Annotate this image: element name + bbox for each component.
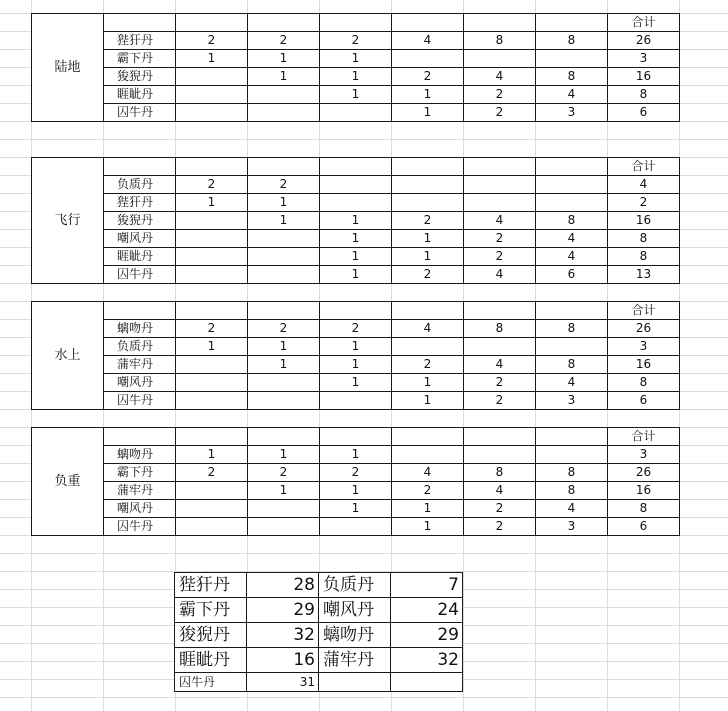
summary-row <box>175 673 463 692</box>
total-cell[interactable]: 16 <box>608 68 680 86</box>
summary-left-value[interactable]: 29 <box>247 598 319 623</box>
value-cell[interactable]: 2 <box>392 482 464 500</box>
header-blank-cell[interactable] <box>392 158 464 176</box>
total-cell[interactable]: 8 <box>608 86 680 104</box>
summary-row <box>175 623 463 648</box>
table-row <box>32 392 680 410</box>
value-cell[interactable]: 2 <box>176 464 248 482</box>
value-cell[interactable]: 8 <box>536 482 608 500</box>
item-name[interactable]: 霸下丹 <box>104 464 176 482</box>
value-cell[interactable]: 2 <box>464 374 536 392</box>
value-cell[interactable] <box>536 446 608 464</box>
item-name[interactable]: 囚牛丹 <box>104 266 176 284</box>
value-cell[interactable]: 8 <box>536 32 608 50</box>
value-cell[interactable]: 1 <box>392 248 464 266</box>
value-cell[interactable]: 4 <box>464 212 536 230</box>
value-cell[interactable]: 2 <box>248 176 320 194</box>
total-header[interactable]: 合计 <box>608 14 680 32</box>
value-cell[interactable]: 8 <box>536 464 608 482</box>
summary-left-value[interactable]: 16 <box>247 648 319 673</box>
summary-right-value[interactable]: 24 <box>391 598 463 623</box>
item-name[interactable]: 螭吻丹 <box>104 446 176 464</box>
value-cell[interactable] <box>176 482 248 500</box>
value-cell[interactable] <box>320 194 392 212</box>
summary-row <box>175 573 463 598</box>
value-cell[interactable]: 8 <box>536 320 608 338</box>
header-blank-cell[interactable] <box>392 14 464 32</box>
total-cell[interactable]: 26 <box>608 320 680 338</box>
value-cell[interactable]: 8 <box>536 212 608 230</box>
table-row <box>32 194 680 212</box>
value-cell[interactable]: 1 <box>176 50 248 68</box>
summary-left-value[interactable]: 28 <box>247 573 319 598</box>
value-cell[interactable]: 1 <box>176 446 248 464</box>
value-cell[interactable]: 1 <box>392 392 464 410</box>
summary-left-name[interactable]: 狴犴丹 <box>175 573 247 598</box>
value-cell[interactable]: 2 <box>320 464 392 482</box>
value-cell[interactable]: 2 <box>176 32 248 50</box>
value-cell[interactable]: 2 <box>176 320 248 338</box>
table-row <box>32 266 680 284</box>
value-cell[interactable]: 1 <box>320 86 392 104</box>
value-cell[interactable]: 8 <box>464 320 536 338</box>
value-cell[interactable]: 1 <box>320 446 392 464</box>
value-cell[interactable]: 1 <box>320 230 392 248</box>
value-cell[interactable]: 1 <box>176 194 248 212</box>
summary-left-name[interactable]: 霸下丹 <box>175 598 247 623</box>
header-blank-cell[interactable] <box>464 302 536 320</box>
item-name[interactable]: 狴犴丹 <box>104 32 176 50</box>
header-blank-cell[interactable] <box>320 428 392 446</box>
item-name[interactable]: 囚牛丹 <box>104 104 176 122</box>
value-cell[interactable]: 4 <box>536 248 608 266</box>
total-cell[interactable]: 16 <box>608 356 680 374</box>
category-label[interactable]: 陆地 <box>32 14 104 122</box>
value-cell[interactable] <box>176 266 248 284</box>
value-cell[interactable]: 2 <box>248 32 320 50</box>
category-label[interactable]: 飞行 <box>32 158 104 284</box>
item-name[interactable]: 囚牛丹 <box>104 518 176 536</box>
value-cell[interactable] <box>248 266 320 284</box>
total-cell[interactable]: 6 <box>608 392 680 410</box>
header-blank-cell[interactable] <box>536 14 608 32</box>
section-table-2 <box>31 157 680 284</box>
value-cell[interactable]: 1 <box>320 68 392 86</box>
header-blank-cell[interactable] <box>392 428 464 446</box>
value-cell[interactable] <box>464 194 536 212</box>
item-name[interactable]: 嘲风丹 <box>104 230 176 248</box>
total-cell[interactable]: 8 <box>608 374 680 392</box>
table-row <box>32 320 680 338</box>
header-blank-cell[interactable] <box>248 302 320 320</box>
value-cell[interactable] <box>248 518 320 536</box>
header-blank-cell[interactable] <box>176 158 248 176</box>
value-cell[interactable]: 1 <box>320 500 392 518</box>
section-table-4 <box>31 427 680 536</box>
section-table-1 <box>31 13 680 122</box>
value-cell[interactable] <box>248 392 320 410</box>
value-cell[interactable]: 2 <box>464 86 536 104</box>
table-row <box>32 482 680 500</box>
value-cell[interactable]: 1 <box>392 518 464 536</box>
value-cell[interactable]: 1 <box>248 50 320 68</box>
header-blank-cell[interactable] <box>176 14 248 32</box>
value-cell[interactable]: 1 <box>248 482 320 500</box>
header-blank-cell[interactable] <box>536 302 608 320</box>
value-cell[interactable] <box>392 176 464 194</box>
value-cell[interactable] <box>248 230 320 248</box>
value-cell[interactable]: 2 <box>464 500 536 518</box>
total-cell[interactable]: 3 <box>608 338 680 356</box>
value-cell[interactable]: 4 <box>464 68 536 86</box>
value-cell[interactable]: 4 <box>392 320 464 338</box>
value-cell[interactable] <box>248 248 320 266</box>
table-row <box>32 176 680 194</box>
value-cell[interactable] <box>320 176 392 194</box>
value-cell[interactable]: 4 <box>464 266 536 284</box>
value-cell[interactable]: 2 <box>464 518 536 536</box>
item-name[interactable]: 霸下丹 <box>104 50 176 68</box>
value-cell[interactable] <box>248 104 320 122</box>
item-name[interactable]: 负质丹 <box>104 338 176 356</box>
header-blank-cell[interactable] <box>104 428 176 446</box>
value-cell[interactable]: 4 <box>536 230 608 248</box>
value-cell[interactable]: 1 <box>320 50 392 68</box>
value-cell[interactable]: 1 <box>392 104 464 122</box>
value-cell[interactable] <box>176 86 248 104</box>
summary-left-name[interactable]: 囚牛丹 <box>175 673 247 692</box>
item-name[interactable]: 囚牛丹 <box>104 392 176 410</box>
value-cell[interactable]: 4 <box>464 356 536 374</box>
value-cell[interactable] <box>536 176 608 194</box>
total-cell[interactable]: 13 <box>608 266 680 284</box>
value-cell[interactable] <box>464 338 536 356</box>
value-cell[interactable]: 1 <box>320 356 392 374</box>
table-row <box>32 230 680 248</box>
value-cell[interactable]: 1 <box>392 86 464 104</box>
value-cell[interactable] <box>176 212 248 230</box>
value-cell[interactable] <box>176 230 248 248</box>
header-blank-cell[interactable] <box>104 14 176 32</box>
summary-left-value[interactable]: 32 <box>247 623 319 648</box>
table-row <box>32 50 680 68</box>
total-header[interactable]: 合计 <box>608 428 680 446</box>
value-cell[interactable]: 2 <box>392 212 464 230</box>
category-label[interactable]: 水上 <box>32 302 104 410</box>
header-blank-cell[interactable] <box>320 158 392 176</box>
item-name[interactable]: 狻猊丹 <box>104 212 176 230</box>
total-cell[interactable]: 3 <box>608 50 680 68</box>
value-cell[interactable]: 1 <box>320 338 392 356</box>
table-row <box>32 518 680 536</box>
value-cell[interactable]: 2 <box>392 68 464 86</box>
value-cell[interactable]: 1 <box>392 230 464 248</box>
category-label[interactable]: 负重 <box>32 428 104 536</box>
table-row <box>32 464 680 482</box>
header-blank-cell[interactable] <box>464 14 536 32</box>
value-cell[interactable]: 1 <box>248 212 320 230</box>
value-cell[interactable]: 2 <box>248 464 320 482</box>
total-cell[interactable]: 16 <box>608 482 680 500</box>
value-cell[interactable] <box>464 50 536 68</box>
total-header[interactable]: 合计 <box>608 158 680 176</box>
summary-left-value[interactable]: 31 <box>247 673 319 692</box>
header-blank-cell[interactable] <box>104 302 176 320</box>
summary-right-name[interactable] <box>319 673 391 692</box>
value-cell[interactable]: 1 <box>392 374 464 392</box>
value-cell[interactable]: 2 <box>392 356 464 374</box>
value-cell[interactable]: 1 <box>248 338 320 356</box>
table-row <box>32 338 680 356</box>
value-cell[interactable] <box>176 374 248 392</box>
value-cell[interactable]: 2 <box>464 248 536 266</box>
value-cell[interactable]: 1 <box>320 266 392 284</box>
table-row <box>32 374 680 392</box>
summary-right-name[interactable]: 嘲风丹 <box>319 598 391 623</box>
summary-row <box>175 598 463 623</box>
value-cell[interactable]: 4 <box>536 86 608 104</box>
header-row <box>32 428 680 446</box>
table-row <box>32 86 680 104</box>
value-cell[interactable] <box>392 446 464 464</box>
table-row <box>32 32 680 50</box>
summary-right-name[interactable]: 负质丹 <box>319 573 391 598</box>
table-row <box>32 68 680 86</box>
value-cell[interactable] <box>536 194 608 212</box>
item-name[interactable]: 蒲牢丹 <box>104 356 176 374</box>
total-header[interactable]: 合计 <box>608 302 680 320</box>
table-row <box>32 446 680 464</box>
total-cell[interactable]: 26 <box>608 32 680 50</box>
value-cell[interactable] <box>392 194 464 212</box>
summary-right-value[interactable] <box>391 673 463 692</box>
value-cell[interactable]: 8 <box>464 464 536 482</box>
value-cell[interactable]: 2 <box>320 320 392 338</box>
value-cell[interactable]: 3 <box>536 104 608 122</box>
item-name[interactable]: 螭吻丹 <box>104 320 176 338</box>
header-blank-cell[interactable] <box>392 302 464 320</box>
header-blank-cell[interactable] <box>248 14 320 32</box>
value-cell[interactable]: 4 <box>536 374 608 392</box>
value-cell[interactable]: 2 <box>320 32 392 50</box>
header-row <box>32 14 680 32</box>
total-cell[interactable]: 2 <box>608 194 680 212</box>
value-cell[interactable] <box>464 446 536 464</box>
header-row <box>32 158 680 176</box>
summary-row <box>175 648 463 673</box>
value-cell[interactable] <box>320 518 392 536</box>
summary-right-name[interactable]: 螭吻丹 <box>319 623 391 648</box>
total-cell[interactable]: 3 <box>608 446 680 464</box>
item-name[interactable]: 睚眦丹 <box>104 248 176 266</box>
value-cell[interactable] <box>392 338 464 356</box>
value-cell[interactable]: 6 <box>536 266 608 284</box>
value-cell[interactable]: 8 <box>464 32 536 50</box>
value-cell[interactable]: 1 <box>248 194 320 212</box>
value-cell[interactable] <box>176 392 248 410</box>
value-cell[interactable]: 2 <box>248 320 320 338</box>
value-cell[interactable] <box>176 518 248 536</box>
value-cell[interactable] <box>176 104 248 122</box>
table-row <box>32 248 680 266</box>
value-cell[interactable]: 2 <box>464 230 536 248</box>
value-cell[interactable]: 3 <box>536 518 608 536</box>
value-cell[interactable] <box>320 104 392 122</box>
value-cell[interactable] <box>248 500 320 518</box>
header-blank-cell[interactable] <box>320 14 392 32</box>
header-blank-cell[interactable] <box>464 428 536 446</box>
item-name[interactable]: 狴犴丹 <box>104 194 176 212</box>
value-cell[interactable]: 4 <box>392 32 464 50</box>
header-blank-cell[interactable] <box>176 302 248 320</box>
value-cell[interactable]: 1 <box>320 248 392 266</box>
item-name[interactable]: 嘲风丹 <box>104 500 176 518</box>
header-blank-cell[interactable] <box>248 428 320 446</box>
value-cell[interactable]: 1 <box>320 212 392 230</box>
total-cell[interactable]: 6 <box>608 518 680 536</box>
summary-left-name[interactable]: 睚眦丹 <box>175 648 247 673</box>
value-cell[interactable] <box>464 176 536 194</box>
header-blank-cell[interactable] <box>104 158 176 176</box>
value-cell[interactable]: 2 <box>392 266 464 284</box>
summary-left-name[interactable]: 狻猊丹 <box>175 623 247 648</box>
table-row <box>32 356 680 374</box>
summary-right-value[interactable]: 7 <box>391 573 463 598</box>
item-name[interactable]: 负质丹 <box>104 176 176 194</box>
total-cell[interactable]: 16 <box>608 212 680 230</box>
summary-right-value[interactable]: 29 <box>391 623 463 648</box>
total-cell[interactable]: 8 <box>608 500 680 518</box>
value-cell[interactable]: 3 <box>536 392 608 410</box>
value-cell[interactable]: 4 <box>392 464 464 482</box>
header-blank-cell[interactable] <box>320 302 392 320</box>
table-row <box>32 500 680 518</box>
value-cell[interactable]: 8 <box>536 68 608 86</box>
table-row <box>32 104 680 122</box>
value-cell[interactable]: 1 <box>320 482 392 500</box>
item-name[interactable]: 睚眦丹 <box>104 86 176 104</box>
value-cell[interactable]: 8 <box>536 356 608 374</box>
header-blank-cell[interactable] <box>536 158 608 176</box>
header-blank-cell[interactable] <box>176 428 248 446</box>
value-cell[interactable] <box>176 500 248 518</box>
value-cell[interactable] <box>176 356 248 374</box>
header-blank-cell[interactable] <box>536 428 608 446</box>
item-name[interactable]: 狻猊丹 <box>104 68 176 86</box>
value-cell[interactable]: 4 <box>464 482 536 500</box>
section-table-3 <box>31 301 680 410</box>
total-cell[interactable]: 6 <box>608 104 680 122</box>
total-cell[interactable]: 26 <box>608 464 680 482</box>
value-cell[interactable]: 1 <box>176 338 248 356</box>
value-cell[interactable]: 1 <box>248 68 320 86</box>
summary-right-value[interactable]: 32 <box>391 648 463 673</box>
value-cell[interactable]: 1 <box>320 374 392 392</box>
value-cell[interactable] <box>248 374 320 392</box>
value-cell[interactable] <box>176 248 248 266</box>
header-blank-cell[interactable] <box>464 158 536 176</box>
value-cell[interactable]: 1 <box>392 500 464 518</box>
item-name[interactable]: 嘲风丹 <box>104 374 176 392</box>
value-cell[interactable] <box>536 338 608 356</box>
summary-table <box>174 572 463 692</box>
summary-right-name[interactable]: 蒲牢丹 <box>319 648 391 673</box>
table-row <box>32 212 680 230</box>
value-cell[interactable] <box>248 86 320 104</box>
total-cell[interactable]: 8 <box>608 230 680 248</box>
total-cell[interactable]: 8 <box>608 248 680 266</box>
value-cell[interactable]: 2 <box>464 104 536 122</box>
value-cell[interactable]: 2 <box>464 392 536 410</box>
value-cell[interactable] <box>176 68 248 86</box>
header-blank-cell[interactable] <box>248 158 320 176</box>
item-name[interactable]: 蒲牢丹 <box>104 482 176 500</box>
value-cell[interactable] <box>392 50 464 68</box>
total-cell[interactable]: 4 <box>608 176 680 194</box>
value-cell[interactable] <box>536 50 608 68</box>
value-cell[interactable]: 1 <box>248 356 320 374</box>
value-cell[interactable] <box>320 392 392 410</box>
value-cell[interactable]: 1 <box>248 446 320 464</box>
header-row <box>32 302 680 320</box>
value-cell[interactable]: 4 <box>536 500 608 518</box>
value-cell[interactable]: 2 <box>176 176 248 194</box>
